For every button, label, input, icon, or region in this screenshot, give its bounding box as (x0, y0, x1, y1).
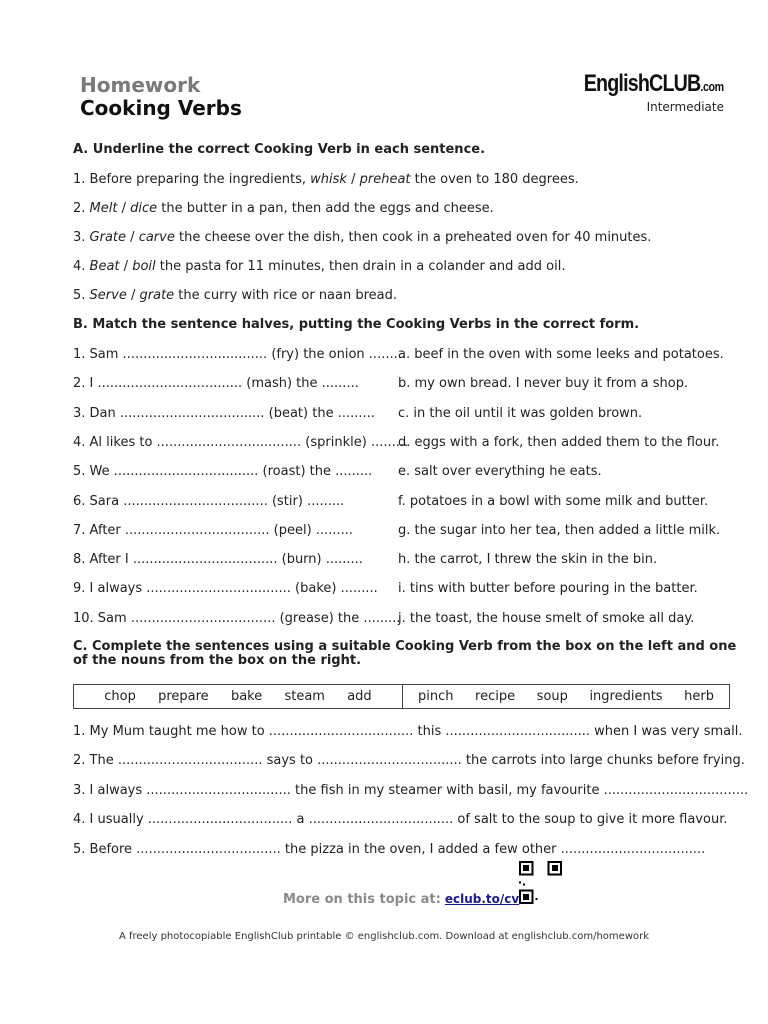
section-c-item: 5. Before ................................... the pizza in the oven, I added a few other ................................... (73, 842, 706, 857)
sentence-text: 2. (73, 201, 90, 216)
sentence-text: / (117, 201, 131, 216)
match-right-item: c. in the oil until it was golden brown. (398, 405, 643, 421)
match-left-item: 1. Sam ................................... (fry) the onion ......... (73, 347, 406, 362)
sentence-text: / (119, 259, 133, 274)
verb-option: dice (130, 201, 158, 216)
sentence-text: the curry with rice or naan bread. (174, 288, 398, 303)
sentence-text: / (346, 172, 360, 187)
section-a-item (73, 201, 494, 217)
match-left-item: 10. Sam ................................... (grease) the ......... (73, 610, 401, 626)
homework-label: Homework (80, 73, 201, 97)
verb-option: carve (138, 230, 175, 245)
section-a-item (73, 288, 397, 304)
section-c-item: 3. I always ................................... the fish in my steamer with basil, my favourite ................................... (73, 783, 749, 798)
verb-option: Melt (89, 201, 118, 216)
verb-option: boil (132, 259, 156, 274)
footer-text: A freely photocopiable EnglishClub printable © englishclub.com. Download at englishclub.com/homework (118, 931, 650, 942)
page-title: Cooking Verbs (80, 96, 242, 120)
section-a-item (73, 172, 579, 188)
sentence-text: / (126, 230, 139, 245)
match-right-item: b. my own bread. I never buy it from a shop. (398, 376, 689, 392)
more-label: More on this topic at: (283, 892, 441, 907)
verb-option: whisk (310, 172, 347, 187)
match-right-item: d. eggs with a fork, then added them to the flour. (398, 434, 720, 450)
word-box (73, 684, 730, 709)
sentence-text: the pasta for 11 minutes, then drain in a colander and add oil. (155, 259, 566, 274)
qr-code (519, 861, 562, 904)
verb-word: bake (230, 689, 263, 704)
match-left-item: 9. I always ................................... (bake) ......... (73, 581, 378, 597)
section-a-item (73, 230, 651, 246)
noun-word: recipe (475, 689, 516, 704)
verb-word: add (347, 689, 372, 704)
sentence-text: the oven to 180 degrees. (410, 172, 579, 187)
match-left-item: 4. Al likes to ................................... (sprinkle) ......... (73, 434, 409, 450)
header-title-block (80, 74, 242, 120)
section-c-item: 1. My Mum taught me how to ................................... this ................................... when I was very small. (73, 724, 743, 739)
sentence-text: 5. (73, 288, 90, 303)
topic-link[interactable]: eclub.to/cv (444, 892, 520, 906)
section-b-heading: B. Match the sentence halves, putting the Cooking Verbs in the correct form. (73, 317, 640, 332)
verb-word: prepare (158, 689, 209, 704)
match-right-item: i. tins with butter before pouring in the batter. (398, 581, 698, 597)
match-left-item: 2. I ................................... (mash) the ......... (73, 376, 359, 392)
verb-word: steam (284, 689, 325, 704)
match-left-item: 5. We ................................... (roast) the ......... (73, 464, 373, 480)
match-left-item: 8. After I ................................... (burn) ......... (73, 552, 363, 568)
verb-option: Beat (89, 259, 120, 274)
englishclub-logo: EnglishCLUB.com (584, 70, 724, 97)
match-right-item: a. beef in the oven with some leeks and potatoes. (398, 347, 724, 362)
section-a-heading: A. Underline the correct Cooking Verb in each sentence. (73, 142, 486, 157)
sentence-text: 3. (73, 230, 90, 245)
section-c-heading-line2: of the nouns from the box on the right. (73, 653, 362, 668)
verb-option: preheat (359, 172, 411, 187)
match-right-item: f. potatoes in a bowl with some milk and butter. (398, 493, 709, 509)
noun-word: pinch (418, 689, 454, 704)
match-left-item: 3. Dan ................................... (beat) the ......... (73, 405, 375, 421)
sentence-text: / (126, 288, 140, 303)
verb-option: Serve (89, 288, 127, 303)
noun-word: soup (536, 689, 568, 704)
more-on-topic (283, 892, 519, 907)
verb-word: chop (104, 689, 136, 704)
match-right-item: g. the sugar into her tea, then added a little milk. (398, 522, 721, 538)
section-c-item: 4. I usually ................................... a ................................... of salt to the soup to give it more flavour. (73, 812, 728, 827)
match-right-item: j. the toast, the house smelt of smoke all day. (398, 610, 695, 626)
sentence-text: the butter in a pan, then add the eggs and cheese. (157, 201, 494, 216)
verb-option: Grate (89, 230, 127, 245)
section-c-heading-line1: C. Complete the sentences using a suitable Cooking Verb from the box on the left and one (73, 639, 737, 654)
noun-box (403, 685, 729, 708)
noun-word: ingredients (589, 689, 663, 704)
match-right-item: e. salt over everything he eats. (398, 464, 602, 480)
verb-option: grate (139, 288, 175, 303)
sentence-text: 4. (73, 259, 90, 274)
match-left-item: 6. Sara ................................... (stir) ......... (73, 493, 345, 509)
sentence-text: the cheese over the dish, then cook in a preheated oven for 40 minutes. (174, 230, 652, 245)
brand-block (553, 70, 724, 114)
noun-word: herb (684, 689, 714, 704)
verb-box (74, 685, 403, 708)
section-a-item (73, 259, 565, 275)
sentence-text: 1. Before preparing the ingredients, (73, 172, 311, 187)
match-right-item: h. the carrot, I threw the skin in the bin. (398, 552, 658, 568)
match-left-item: 7. After ................................... (peel) ......... (73, 522, 353, 538)
section-c-item: 2. The ................................... says to ................................... the carrots into large chunks before frying. (73, 753, 745, 768)
level-label: Intermediate (646, 100, 724, 114)
